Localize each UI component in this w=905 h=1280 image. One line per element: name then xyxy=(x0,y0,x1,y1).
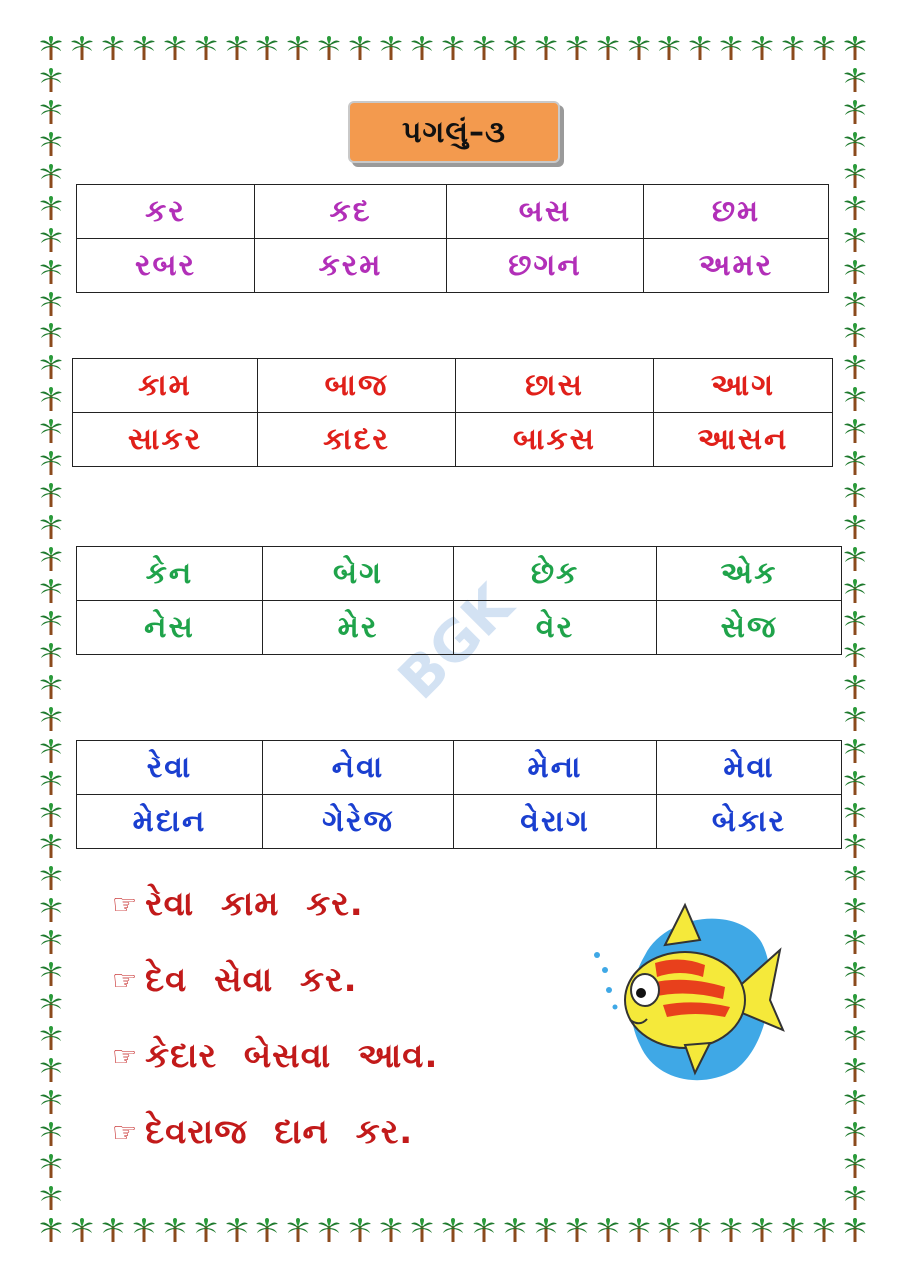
palm-tree-icon xyxy=(40,323,62,347)
palm-tree-icon xyxy=(40,930,62,954)
word-cell: મેવા xyxy=(657,741,842,795)
palm-tree-icon xyxy=(782,36,804,60)
palm-tree-icon xyxy=(133,1218,155,1242)
word-cell: બેકાર xyxy=(657,795,842,849)
palm-tree-icon xyxy=(844,803,866,827)
palm-tree-icon xyxy=(318,1218,340,1242)
palm-tree-icon xyxy=(71,1218,93,1242)
palm-tree-icon xyxy=(844,292,866,316)
word-cell: બાજ xyxy=(258,359,456,413)
palm-tree-icon xyxy=(504,1218,526,1242)
word-cell: મેદાન xyxy=(77,795,263,849)
table-row xyxy=(77,239,829,293)
palm-tree-icon xyxy=(40,771,62,795)
pointing-hand-icon: ☞ xyxy=(112,1115,138,1149)
palm-tree-icon xyxy=(844,898,866,922)
palm-tree-icon xyxy=(844,866,866,890)
word-cell: કરમ xyxy=(255,239,447,293)
word-cell: વેરાગ xyxy=(454,795,657,849)
palm-tree-icon xyxy=(751,36,773,60)
palm-tree-icon xyxy=(535,36,557,60)
palm-tree-icon xyxy=(844,164,866,188)
palm-tree-icon xyxy=(40,419,62,443)
word-cell: રેવા xyxy=(77,741,263,795)
palm-tree-icon xyxy=(195,1218,217,1242)
palm-tree-icon xyxy=(71,36,93,60)
palm-tree-icon xyxy=(40,260,62,284)
palm-tree-icon xyxy=(844,611,866,635)
palm-tree-icon xyxy=(40,866,62,890)
palm-tree-icon xyxy=(40,1058,62,1082)
palm-tree-icon xyxy=(40,643,62,667)
palm-tree-icon xyxy=(133,36,155,60)
palm-tree-icon xyxy=(380,1218,402,1242)
palm-tree-icon xyxy=(40,994,62,1018)
palm-tree-icon xyxy=(844,547,866,571)
palm-tree-icon xyxy=(40,962,62,986)
sentence-text: રેવા કામ કર. xyxy=(145,884,364,924)
palm-tree-icon xyxy=(844,132,866,156)
palm-tree-icon xyxy=(256,36,278,60)
palm-tree-icon xyxy=(287,1218,309,1242)
palm-tree-icon xyxy=(40,707,62,731)
palm-tree-icon xyxy=(226,36,248,60)
palm-tree-icon xyxy=(40,1026,62,1050)
sentence-text: દેવરાજ દાન કર. xyxy=(145,1112,414,1152)
watermark: BGK xyxy=(386,572,526,713)
palm-tree-icon xyxy=(782,1218,804,1242)
word-table-2 xyxy=(72,358,833,467)
palm-tree-icon xyxy=(40,483,62,507)
palm-tree-icon xyxy=(40,1218,62,1242)
word-cell: કાદર xyxy=(258,413,456,467)
palm-tree-icon xyxy=(658,36,680,60)
palm-tree-icon xyxy=(844,962,866,986)
table-row xyxy=(73,359,833,413)
palm-tree-icon xyxy=(844,707,866,731)
word-cell: મેના xyxy=(454,741,657,795)
palm-tree-icon xyxy=(566,36,588,60)
palm-tree-icon xyxy=(40,132,62,156)
palm-tree-icon xyxy=(813,1218,835,1242)
palm-tree-icon xyxy=(40,292,62,316)
palm-tree-icon xyxy=(844,834,866,858)
palm-tree-icon xyxy=(40,355,62,379)
palm-tree-icon xyxy=(40,803,62,827)
word-cell: છગન xyxy=(447,239,644,293)
sentence-line xyxy=(112,884,364,924)
palm-tree-icon xyxy=(535,1218,557,1242)
palm-tree-icon xyxy=(597,36,619,60)
palm-tree-icon xyxy=(566,1218,588,1242)
pointing-hand-icon: ☞ xyxy=(112,887,138,921)
palm-tree-icon xyxy=(844,100,866,124)
palm-tree-icon xyxy=(411,36,433,60)
palm-tree-icon xyxy=(473,1218,495,1242)
palm-tree-icon xyxy=(844,675,866,699)
word-cell: બસ xyxy=(447,185,644,239)
sentence-text: દેવ સેવા કર. xyxy=(145,960,358,1000)
palm-border-top xyxy=(40,36,866,60)
palm-tree-icon xyxy=(40,36,62,60)
palm-tree-icon xyxy=(40,100,62,124)
word-cell: એક xyxy=(657,547,842,601)
palm-tree-icon xyxy=(658,1218,680,1242)
palm-tree-icon xyxy=(40,1122,62,1146)
word-cell: બાકસ xyxy=(456,413,654,467)
palm-tree-icon xyxy=(40,515,62,539)
palm-tree-icon xyxy=(844,483,866,507)
palm-tree-icon xyxy=(40,451,62,475)
palm-tree-icon xyxy=(411,1218,433,1242)
palm-tree-icon xyxy=(40,1090,62,1114)
palm-tree-icon xyxy=(40,547,62,571)
palm-tree-icon xyxy=(689,1218,711,1242)
palm-tree-icon xyxy=(844,1218,866,1242)
word-cell: છમ xyxy=(644,185,829,239)
sentence-text: કેદાર બેસવા આવ. xyxy=(145,1036,439,1076)
word-cell: બેગ xyxy=(263,547,454,601)
palm-tree-icon xyxy=(844,451,866,475)
pointing-hand-icon: ☞ xyxy=(112,1039,138,1073)
word-table-1 xyxy=(76,184,829,293)
palm-tree-icon xyxy=(844,68,866,92)
palm-tree-icon xyxy=(813,36,835,60)
palm-tree-icon xyxy=(40,739,62,763)
word-cell: સેજ xyxy=(657,601,842,655)
palm-tree-icon xyxy=(40,228,62,252)
word-cell: મેર xyxy=(263,601,454,655)
palm-tree-icon xyxy=(751,1218,773,1242)
table-row xyxy=(77,185,829,239)
palm-tree-icon xyxy=(844,1026,866,1050)
word-cell: ગેરેજ xyxy=(263,795,454,849)
palm-tree-icon xyxy=(380,36,402,60)
palm-border-bottom xyxy=(40,1218,866,1242)
palm-tree-icon xyxy=(442,1218,464,1242)
table-row xyxy=(77,601,842,655)
palm-tree-icon xyxy=(844,994,866,1018)
palm-tree-icon xyxy=(844,739,866,763)
palm-tree-icon xyxy=(844,515,866,539)
sentence-line xyxy=(112,960,358,1000)
palm-tree-icon xyxy=(628,36,650,60)
palm-tree-icon xyxy=(844,643,866,667)
palm-tree-icon xyxy=(844,387,866,411)
palm-border-right xyxy=(844,36,866,1242)
palm-tree-icon xyxy=(844,1154,866,1178)
word-cell: કેન xyxy=(77,547,263,601)
table-row xyxy=(77,795,842,849)
palm-tree-icon xyxy=(720,36,742,60)
palm-tree-icon xyxy=(844,579,866,603)
palm-tree-icon xyxy=(628,1218,650,1242)
palm-tree-icon xyxy=(473,36,495,60)
palm-tree-icon xyxy=(256,1218,278,1242)
fish-icon xyxy=(585,895,785,1085)
palm-border-left xyxy=(40,36,62,1242)
palm-tree-icon xyxy=(40,164,62,188)
palm-tree-icon xyxy=(844,228,866,252)
palm-tree-icon xyxy=(40,68,62,92)
word-cell: આગ xyxy=(654,359,833,413)
word-cell: નેવા xyxy=(263,741,454,795)
table-row xyxy=(77,741,842,795)
palm-tree-icon xyxy=(349,36,371,60)
word-cell: નેસ xyxy=(77,601,263,655)
palm-tree-icon xyxy=(720,1218,742,1242)
word-cell: આસન xyxy=(654,413,833,467)
word-cell: કદ xyxy=(255,185,447,239)
palm-tree-icon xyxy=(689,36,711,60)
palm-tree-icon xyxy=(844,355,866,379)
palm-tree-icon xyxy=(844,1186,866,1210)
palm-tree-icon xyxy=(504,36,526,60)
palm-tree-icon xyxy=(287,36,309,60)
palm-tree-icon xyxy=(40,898,62,922)
palm-tree-icon xyxy=(442,36,464,60)
word-cell: છેક xyxy=(454,547,657,601)
word-cell: વેર xyxy=(454,601,657,655)
palm-tree-icon xyxy=(40,611,62,635)
word-table-4 xyxy=(76,740,842,849)
palm-tree-icon xyxy=(597,1218,619,1242)
palm-tree-icon xyxy=(844,1090,866,1114)
palm-tree-icon xyxy=(226,1218,248,1242)
palm-tree-icon xyxy=(40,579,62,603)
palm-tree-icon xyxy=(844,1058,866,1082)
word-table-3 xyxy=(76,546,842,655)
palm-tree-icon xyxy=(102,1218,124,1242)
palm-tree-icon xyxy=(164,1218,186,1242)
palm-tree-icon xyxy=(844,419,866,443)
palm-tree-icon xyxy=(40,675,62,699)
palm-tree-icon xyxy=(40,1186,62,1210)
table-row xyxy=(77,547,842,601)
lesson-title-box xyxy=(348,101,560,163)
palm-tree-icon xyxy=(844,260,866,284)
palm-tree-icon xyxy=(318,36,340,60)
palm-tree-icon xyxy=(844,323,866,347)
palm-tree-icon xyxy=(40,196,62,220)
palm-tree-icon xyxy=(844,1122,866,1146)
palm-tree-icon xyxy=(40,1154,62,1178)
sentence-line xyxy=(112,1036,438,1076)
word-cell: છાસ xyxy=(456,359,654,413)
palm-tree-icon xyxy=(40,834,62,858)
table-row xyxy=(73,413,833,467)
palm-tree-icon xyxy=(349,1218,371,1242)
word-cell: કામ xyxy=(73,359,258,413)
sentence-line xyxy=(112,1112,413,1152)
palm-tree-icon xyxy=(844,196,866,220)
palm-tree-icon xyxy=(164,36,186,60)
palm-tree-icon xyxy=(844,36,866,60)
palm-tree-icon xyxy=(844,771,866,795)
palm-tree-icon xyxy=(195,36,217,60)
word-cell: કર xyxy=(77,185,255,239)
word-cell: અમર xyxy=(644,239,829,293)
palm-tree-icon xyxy=(102,36,124,60)
lesson-title: પગલું–૩ xyxy=(401,114,507,150)
word-cell: સાકર xyxy=(73,413,258,467)
palm-tree-icon xyxy=(844,930,866,954)
word-cell: રબર xyxy=(77,239,255,293)
pointing-hand-icon: ☞ xyxy=(112,963,138,997)
palm-tree-icon xyxy=(40,387,62,411)
